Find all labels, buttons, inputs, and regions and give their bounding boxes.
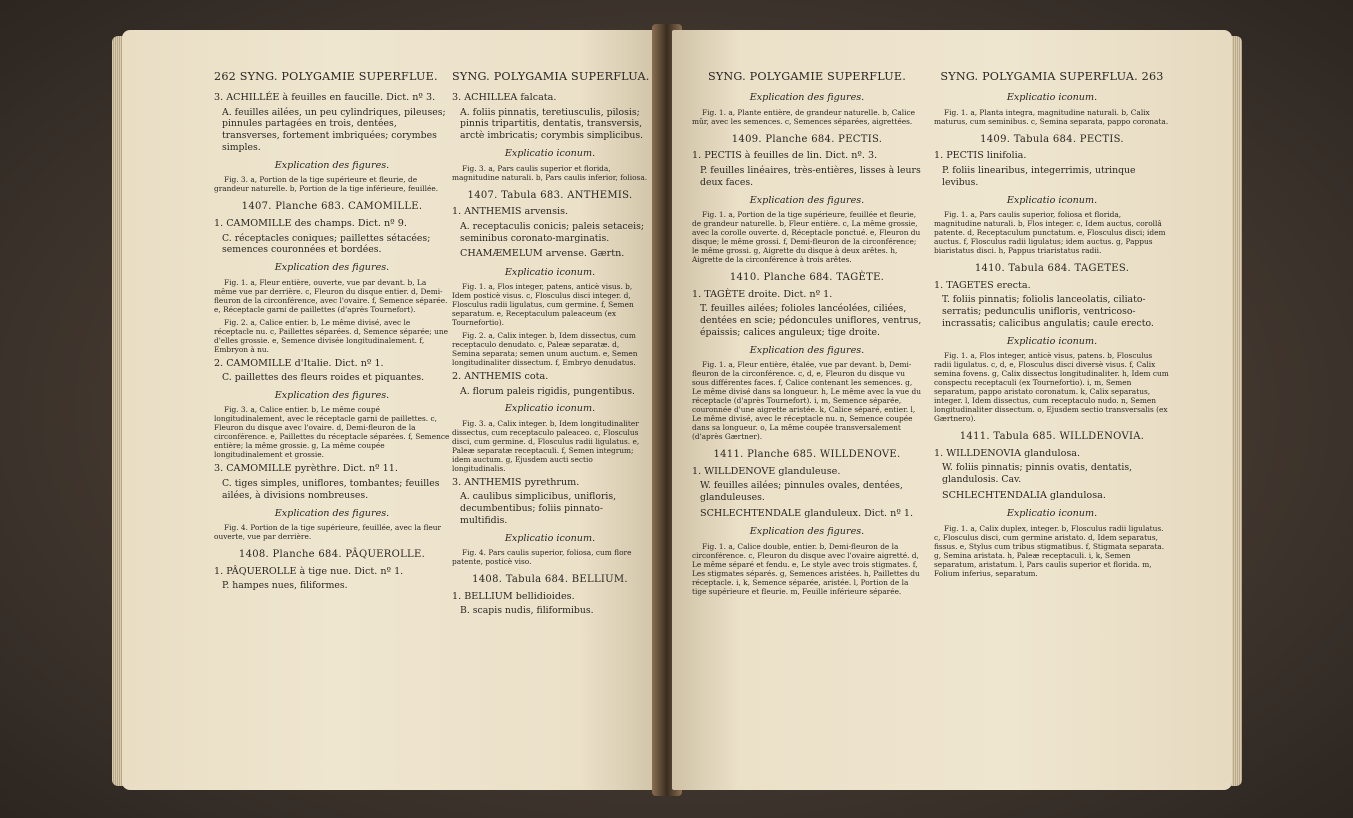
left-page [122,30,662,790]
figure-caption: Fig. 3. a, Pars caulis superior et florida, magnitudine naturali. b, Pars caulis inferior, foliosa. [452,163,648,182]
running-head: 262 SYNG. POLYGAMIE SUPERFLUE. [214,70,438,83]
running-head: SYNG. POLYGAMIE SUPERFLUE. [707,70,907,83]
species-description: A. florum paleis rigidis, pungentibus. [460,385,635,397]
column-body [692,92,922,595]
species-description: C. réceptacles coniques; paillettes sétacées; semences couronnées et bordées. [222,232,431,256]
figure-explanation-heading: Explication des figures. [749,344,865,356]
plate-heading: 1411. Planche 685. WILLDENOVE. [713,449,901,461]
figure-caption: Fig. 3. a, Portion de la tige supérieure et fleurie, de grandeur naturelle. b, Portion de la tige inférieure, feuillée. [214,175,439,194]
figure-caption: Fig. 1. a, Planta integra, magnitudine naturali. b, Calix maturus, cum seminibus. c, Semina separata, pappo coronata. [934,107,1169,126]
figure-explanation-heading: Explication des figures. [749,526,865,538]
right-page-latin-column [934,70,1170,582]
figure-caption: Fig. 1. a, Pars caulis superior, foliosa et florida, magnitudine naturali. b, Flos integer. c, Idem auctus, corollâ patente. d, Receptaculum punctatum. e, Flosculus disci; idem auctus. f, Flosculus radii ligulatus; idem auctus. g, Pappus biaristatus disci. h, Pappus triaristatus radii. [934,209,1166,255]
figure-explanation-heading: Explicatio iconum. [504,148,596,160]
species-entry: 1. BELLIUM bellidioides. [452,590,575,602]
right-page [672,30,1232,790]
figure-caption: Fig. 3. a, Calix integer. b, Idem longitudinaliter dissectus, cum receptaculo paleaceo. c, Flosculus disci, cum germine. d, Flosculus radii ligulatus. e, Paleæ separatæ receptaculi. f, Semen integrum; idem auctum. g, Ejusdem aucti sectio longitudinalis. [452,418,640,473]
figure-explanation-heading: Explicatio iconum. [1006,194,1098,206]
figure-explanation-heading: Explication des figures. [749,92,865,104]
species-entry: 1. CAMOMILLE des champs. Dict. nº 9. [214,218,407,230]
figure-caption: Fig. 3. a, Calice entier. b, Le même coupé longitudinalement, avec le réceptacle garni de paillettes. c, Fleuron du disque avec l'ovaire. d, Demi-fleuron de la circonférence. e, Paillettes du réceptacle séparées. f, Semence entière; la même grossie. g, La même coupée longitudinalement et grossie. [214,405,450,460]
figure-explanation-heading: Explicatio iconum. [1006,508,1098,520]
species-entry: 1. TAGÈTE droite. Dict. nº 1. [692,288,833,300]
plate-heading: 1407. Planche 683. CAMOMILLE. [241,201,423,213]
species-description: C. paillettes des fleurs roides et piquantes. [222,372,425,384]
column-body [934,92,1170,577]
species-entry: 1. TAGETES erecta. [934,279,1031,291]
figure-caption: Fig. 1. a, Flos integer, anticè visus, patens. b, Flosculus radii ligulatus. c, d, e, Flosculus disci diversè visus. f, Calix semina fovens. g, Calix dissectus longitudinaliter. h, Idem cum conspectu receptaculi (ex Tournefortio). i, m, Semen separatum, pappo aristato coronatum. k, Calix separatus, integer. l, Idem dissectus, cum receptaculo nudo. n, Semen longitudinaliter dissectum. o, Ejusdem sectio transversalis (ex Gærtnero). [934,350,1169,424]
figure-caption: Fig. 4. Portion de la tige supérieure, feuillée, avec la fleur ouverte, vue par derrière. [214,522,442,541]
plate-heading: 1410. Tabula 684. TAGETES. [974,262,1130,274]
figure-caption: Fig. 1. a, Flos integer, patens, anticè visus. b, Idem posticè visus. c, Flosculus disci integer. d, Flosculus radii ligulatus, cum germine. f, Semen separatum. e, Receptaculum paleaceum (ex Tournefortio). [452,281,634,328]
figure-caption: Fig. 1. a, Fleur entière, ouverte, vue par devant. b, La même vue par derrière. c, Fleuron du disque entier. d, Demi-fleuron de la circonférence, avec l'ovaire. f, Semence séparée. e, Réceptacle garni de paillettes (d'après Tournefort). [214,277,448,314]
plate-heading: 1409. Planche 684. PECTIS. [731,133,883,145]
figure-explanation-heading: Explication des figures. [274,390,390,401]
plate-heading: 1408. Tabula 684. BELLIUM. [472,574,628,586]
species-entry: 3. ACHILLÉE à feuilles en faucille. Dict. nº 3. [214,92,436,104]
left-page-latin-column [452,70,648,621]
plate-heading: 1407. Tabula 683. ANTHEMIS. [467,189,633,201]
column-body [452,92,648,617]
figure-caption: Fig. 1. a, Fleur entière, étalée, vue par devant. b, Demi-fleuron de la circonférence. c, d, e, Fleuron du disque vu sous différentes faces. f, Calice contenant les semences. g, Le même divisé dans sa longueur. h, Le même avec la vue du réceptacle (d'après Tournefort). i, m, Semence séparée, couronnée d'une aigrette aristée. k, Calice séparé, entier. l, Le même divisé, avec le réceptacle nu. n, Semence coupée dans sa longueur. o, La même coupée transversalement (d'après Gærtner). [692,359,922,442]
species-description: A. caulibus simplicibus, unifloris, decumbentibus; foliis pinnato-multifidis. [460,491,617,526]
figure-caption: Fig. 2. a, Calice entier. b, Le même divisé, avec le réceptacle nu. c, Paillettes séparées. d, Semence séparée; une d'elles grossie. e, Semence divisée longitudinalement. f, Embryon à nu. [214,317,449,354]
figure-explanation-heading: Explicatio iconum. [504,266,596,278]
species-entry: 1. PECTIS linifolia. [934,150,1027,162]
figure-explanation-heading: Explicatio iconum. [1006,92,1098,104]
figure-explanation-heading: Explication des figures. [274,160,390,172]
figure-caption: Fig. 2. a, Calix integer. b, Idem dissectus, cum receptaculo denudato. c, Paleæ separatæ. d, Semina separata; semen unum auctum. e, Semen longitudinaliter dissectum. f, Embryo denudatus. [452,331,638,368]
figure-explanation-heading: Explicatio iconum. [504,403,596,415]
species-description: T. foliis pinnatis; foliolis lanceolatis, ciliato-serratis; pedunculis unifloris, ventricoso-incrassatis; calicibus angulatis; caule erecto. [942,293,1154,329]
figure-caption: Fig. 1. a, Portion de la tige supérieure, feuillée et fleurie, de grandeur naturelle. b, Fleur entière. c, La même grossie, avec la corolle ouverte. d, Réceptacle ponctué. e, Fleuron du disque; le même grossi. f, Demi-fleuron de la circonférence; le même grossi. g, Aigrette du disque à deux arêtes. h, Aigrette de la circonférence à trois arêtes. [692,209,921,264]
figure-caption: Fig. 1. a, Calix duplex, integer. b, Flosculus radii ligulatus. c, Flosculus disci, cum germine aristato. d, Idem separatus, fissus. e, Stylus cum tribus stigmatibus. f, Stigmata separata. g, Semina aristata. h, Paleæ receptaculi. i, k, Semen separatum, aristatum. l, Pars caulis superior et florida. m, Folium inferius, separatum. [934,523,1165,578]
figure-explanation-heading: Explication des figures. [749,194,865,206]
plate-heading: 1410. Planche 684. TAGÈTE. [729,271,885,283]
figure-explanation-heading: Explication des figures. [274,262,390,274]
species-entry: 3. ANTHEMIS pyrethrum. [452,476,580,488]
species-entry: 1. PECTIS à feuilles de lin. Dict. nº. 3. [692,150,878,162]
species-entry: 3. CAMOMILLE pyrèthre. Dict. nº 11. [214,463,398,475]
species-description: P. foliis linearibus, integerrimis, utrinque levibus. [942,164,1136,188]
species-description: A. receptaculis conicis; paleis setaceis; seminibus coronato-marginatis. [460,220,644,244]
running-head: SYNG. POLYGAMIA SUPERFLUA. [452,70,650,83]
species-entry: 2. CAMOMILLE d'Italie. Dict. nº 1. [214,357,384,369]
figure-explanation-heading: Explicatio iconum. [1006,335,1098,347]
figure-explanation-heading: Explication des figures. [274,507,390,519]
species-entry: 1. ANTHEMIS arvensis. [452,206,569,218]
running-head: SYNG. POLYGAMIA SUPERFLUA. 263 [940,70,1164,83]
figure-caption: Fig. 1. a, Calice double, entier. b, Demi-fleuron de la circonférence. c, Fleuron du disque avec l'ovaire aigretté. d, Le même séparé et fendu. e, Le style avec trois stigmates. f, Les stigmates séparés. g, Semences aristées. h, Paillettes du réceptacle. i, k, Semence séparée, aristée. l, Portion de la tige supérieure et fleurie. m, Feuille inférieure séparée. [692,541,920,596]
synonym-entry: CHAMÆMELUM arvense. Gærtn. [460,248,625,260]
species-description: A. foliis pinnatis, teretiusculis, pilosis; pinnis tripartitis, dentatis, transversis, arctè imbricatis; corymbis simplicibus. [460,106,644,142]
species-description: C. tiges simples, uniflores, tombantes; feuilles ailées, à divisions nombreuses. [222,477,440,501]
right-page-french-column [692,70,922,600]
plate-heading: 1411. Tabula 685. WILLDENOVIA. [959,431,1145,443]
species-description: T. feuilles ailées; folioles lancéolées, ciliées, dentées en scie; pédoncules uniflores, ventrus, épaissis; calices anguleux; tige droite. [700,303,922,338]
species-entry: 1. WILLDENOVE glanduleuse. [692,466,841,478]
synonym-entry: SCHLECHTENDALE glanduleux. Dict. nº 1. [700,508,914,520]
species-description: W. foliis pinnatis; pinnis ovatis, dentatis, glandulosis. Cav. [942,462,1133,486]
species-description: A. feuilles ailées, un peu cylindriques, pileuses; pinnules partagées en trois, dentées, transverses, fortement imbriquées; corymbes simples. [222,106,446,154]
species-entry: 1. WILLDENOVIA glandulosa. [934,447,1081,459]
synonym-entry: SCHLECHTENDALIA glandulosa. [942,490,1106,502]
plate-heading: 1408. Planche 684. PÂQUEROLLE. [238,548,426,560]
figure-explanation-heading: Explicatio iconum. [504,532,596,544]
species-entry: 2. ANTHEMIS cota. [452,371,549,383]
left-page-french-column [214,70,450,596]
species-description: P. feuilles linéaires, très-entières, lisses à leurs deux faces. [700,164,921,188]
species-description: B. scapis nudis, filiformibus. [460,605,594,617]
species-entry: 1. PÂQUEROLLE à tige nue. Dict. nº 1. [214,565,404,577]
species-description: W. feuilles ailées; pinnules ovales, dentées, glanduleuses. [700,480,903,504]
species-entry: 3. ACHILLEA falcata. [452,92,557,104]
column-body [214,92,450,591]
figure-caption: Fig. 4. Pars caulis superior, foliosa, cum flore patente, posticè viso. [452,548,632,567]
species-description: P. hampes nues, filiformes. [222,579,348,591]
figure-caption: Fig. 1. a, Plante entière, de grandeur naturelle. b, Calice mûr, avec les semences. c, Semences séparées, aigrettées. [692,107,916,126]
plate-heading: 1409. Tabula 684. PECTIS. [980,133,1124,145]
